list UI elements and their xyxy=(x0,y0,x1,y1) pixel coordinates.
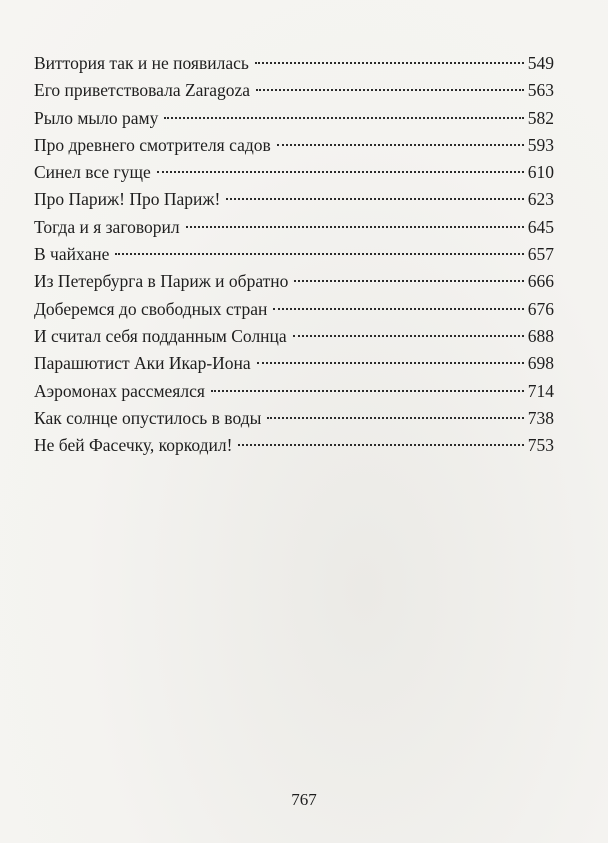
dot-leader xyxy=(226,198,523,200)
toc-entry-page: 666 xyxy=(527,271,554,292)
toc-entry-page: 714 xyxy=(527,380,554,401)
toc-entry xyxy=(34,405,554,432)
dot-leader xyxy=(256,89,524,91)
toc-entry xyxy=(34,378,554,405)
toc-entry-page: 645 xyxy=(527,216,554,237)
toc-entry xyxy=(34,50,554,77)
toc-entry-title: Аэромонах рассмеялся xyxy=(34,380,205,401)
toc-entry-page: 698 xyxy=(527,353,554,374)
dot-leader xyxy=(277,144,524,146)
toc-entry-page: 610 xyxy=(527,162,554,183)
toc-entry-title: Из Петербурга в Париж и обратно xyxy=(34,271,289,292)
dot-leader xyxy=(238,444,523,446)
toc-entry-title: В чайхане xyxy=(34,244,110,265)
toc-entry-page: 623 xyxy=(527,189,554,210)
dot-leader xyxy=(257,362,524,364)
toc-entry-title: Не бей Фасечку, коркодил! xyxy=(34,435,233,456)
toc-entry xyxy=(34,432,554,459)
toc-entry-title: Про Париж! Про Париж! xyxy=(34,189,221,210)
dot-leader xyxy=(273,308,523,310)
toc-entry xyxy=(34,186,554,213)
dot-leader xyxy=(115,253,523,255)
toc-entry xyxy=(34,77,554,104)
toc-entry xyxy=(34,105,554,132)
dot-leader xyxy=(211,390,524,392)
toc-entry-title: Доберемся до свободных стран xyxy=(34,298,268,319)
toc-entry-page: 582 xyxy=(527,107,554,128)
page-number: 767 xyxy=(291,790,317,809)
dot-leader xyxy=(267,417,523,419)
toc-entry-page: 688 xyxy=(527,325,554,346)
toc-entry-page: 738 xyxy=(527,407,554,428)
toc-entry-page: 676 xyxy=(527,298,554,319)
toc-entry-page: 549 xyxy=(527,53,554,73)
toc-entry-title: Парашютист Аки Икар-Иона xyxy=(34,353,251,374)
toc-entry-title: Как солнце опустилось в воды xyxy=(34,407,262,428)
toc-entry xyxy=(34,268,554,295)
dot-leader xyxy=(293,335,524,337)
toc-entry-page: 593 xyxy=(527,134,554,155)
toc-entry-page: 753 xyxy=(527,435,554,456)
toc-entry-title: Синел все гуще xyxy=(34,162,151,183)
toc-entry xyxy=(34,214,554,241)
toc-entry-title: Тогда и я заговорил xyxy=(34,216,180,237)
toc-entry-title: Виттория так и не появилась xyxy=(34,53,249,73)
dot-leader xyxy=(157,171,524,173)
toc-entry-title: Его приветствовала Zaragoza xyxy=(34,80,251,101)
dot-leader xyxy=(164,117,523,119)
toc-entry xyxy=(34,132,554,159)
toc-entry-page: 563 xyxy=(527,80,554,101)
toc-entry-title: Про древнего смотрителя садов xyxy=(34,134,271,155)
dot-leader xyxy=(294,280,523,282)
toc-entry xyxy=(34,241,554,268)
toc-entry xyxy=(34,296,554,323)
dot-leader xyxy=(186,226,524,228)
toc-entry-page: 657 xyxy=(527,244,554,265)
toc-entry xyxy=(34,350,554,377)
toc-entry-title: Рыло мыло раму xyxy=(34,107,159,128)
dot-leader xyxy=(255,62,524,64)
toc-entry-title: И считал себя подданным Солнца xyxy=(34,325,287,346)
table-of-contents xyxy=(34,50,554,459)
toc-entry xyxy=(34,323,554,350)
toc-entry xyxy=(34,159,554,186)
